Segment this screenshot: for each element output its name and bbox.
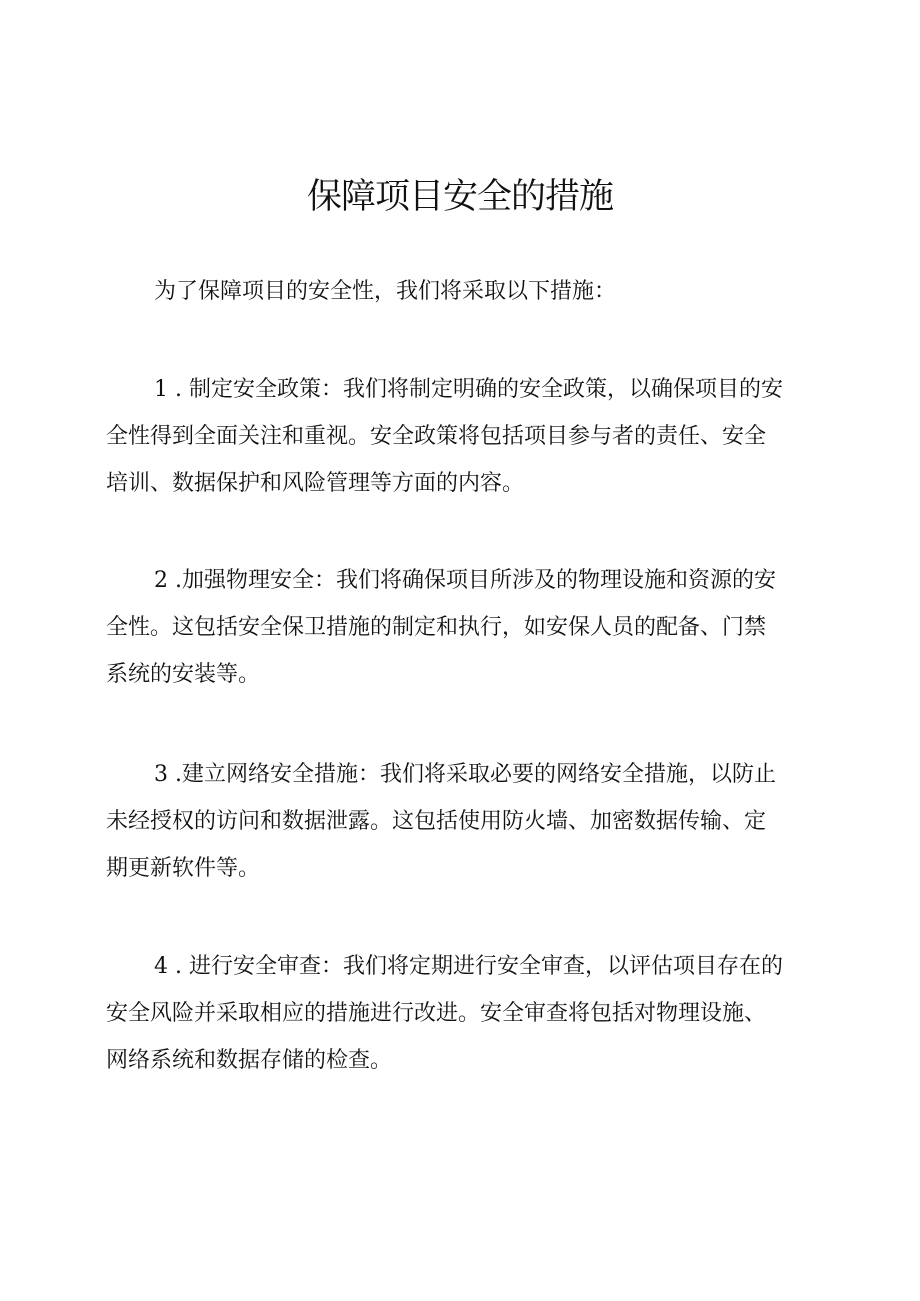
page-title: 保障项目安全的措施 xyxy=(306,177,613,217)
section-paragraph-4 xyxy=(106,943,818,1084)
section-4-line-3: 网络系统和数据存储的检查。 xyxy=(106,1048,393,1073)
section-4-line-1: 4 . 进行安全审查：我们将定期进行安全审查，以评估项目存在的 xyxy=(154,954,783,979)
intro-text: 为了保障项目的安全性，我们将采取以下措施： xyxy=(154,279,617,304)
section-4-line-2: 安全风险并采取相应的措施进行改进。安全审查将包括对物理设施、 xyxy=(106,1001,767,1026)
section-3-line-2: 未经授权的访问和数据泄露。这包括使用防火墙、加密数据传输、定 xyxy=(106,809,767,834)
section-2-line-1: 2 .加强物理安全：我们将确保项目所涉及的物理设施和资源的安 xyxy=(154,568,776,593)
section-3-line-1: 3 .建立网络安全措施：我们将采取必要的网络安全措施，以防止 xyxy=(154,762,776,787)
section-paragraph-2 xyxy=(106,557,818,698)
intro-paragraph xyxy=(106,268,818,315)
section-2-line-3: 系统的安装等。 xyxy=(106,662,261,687)
section-1-line-3: 培训、数据保护和风险管理等方面的内容。 xyxy=(106,471,525,496)
section-1-line-2: 全性得到全面关注和重视。安全政策将包括项目参与者的责任、安全 xyxy=(106,424,767,449)
section-1-line-1: 1 . 制定安全政策：我们将制定明确的安全政策，以确保项目的安 xyxy=(154,377,783,402)
section-paragraph-3 xyxy=(106,751,818,892)
section-2-line-2: 全性。这包括安全保卫措施的制定和执行，如安保人员的配备、门禁 xyxy=(106,615,767,640)
section-paragraph-1 xyxy=(106,366,818,507)
section-3-line-3: 期更新软件等。 xyxy=(106,856,261,881)
